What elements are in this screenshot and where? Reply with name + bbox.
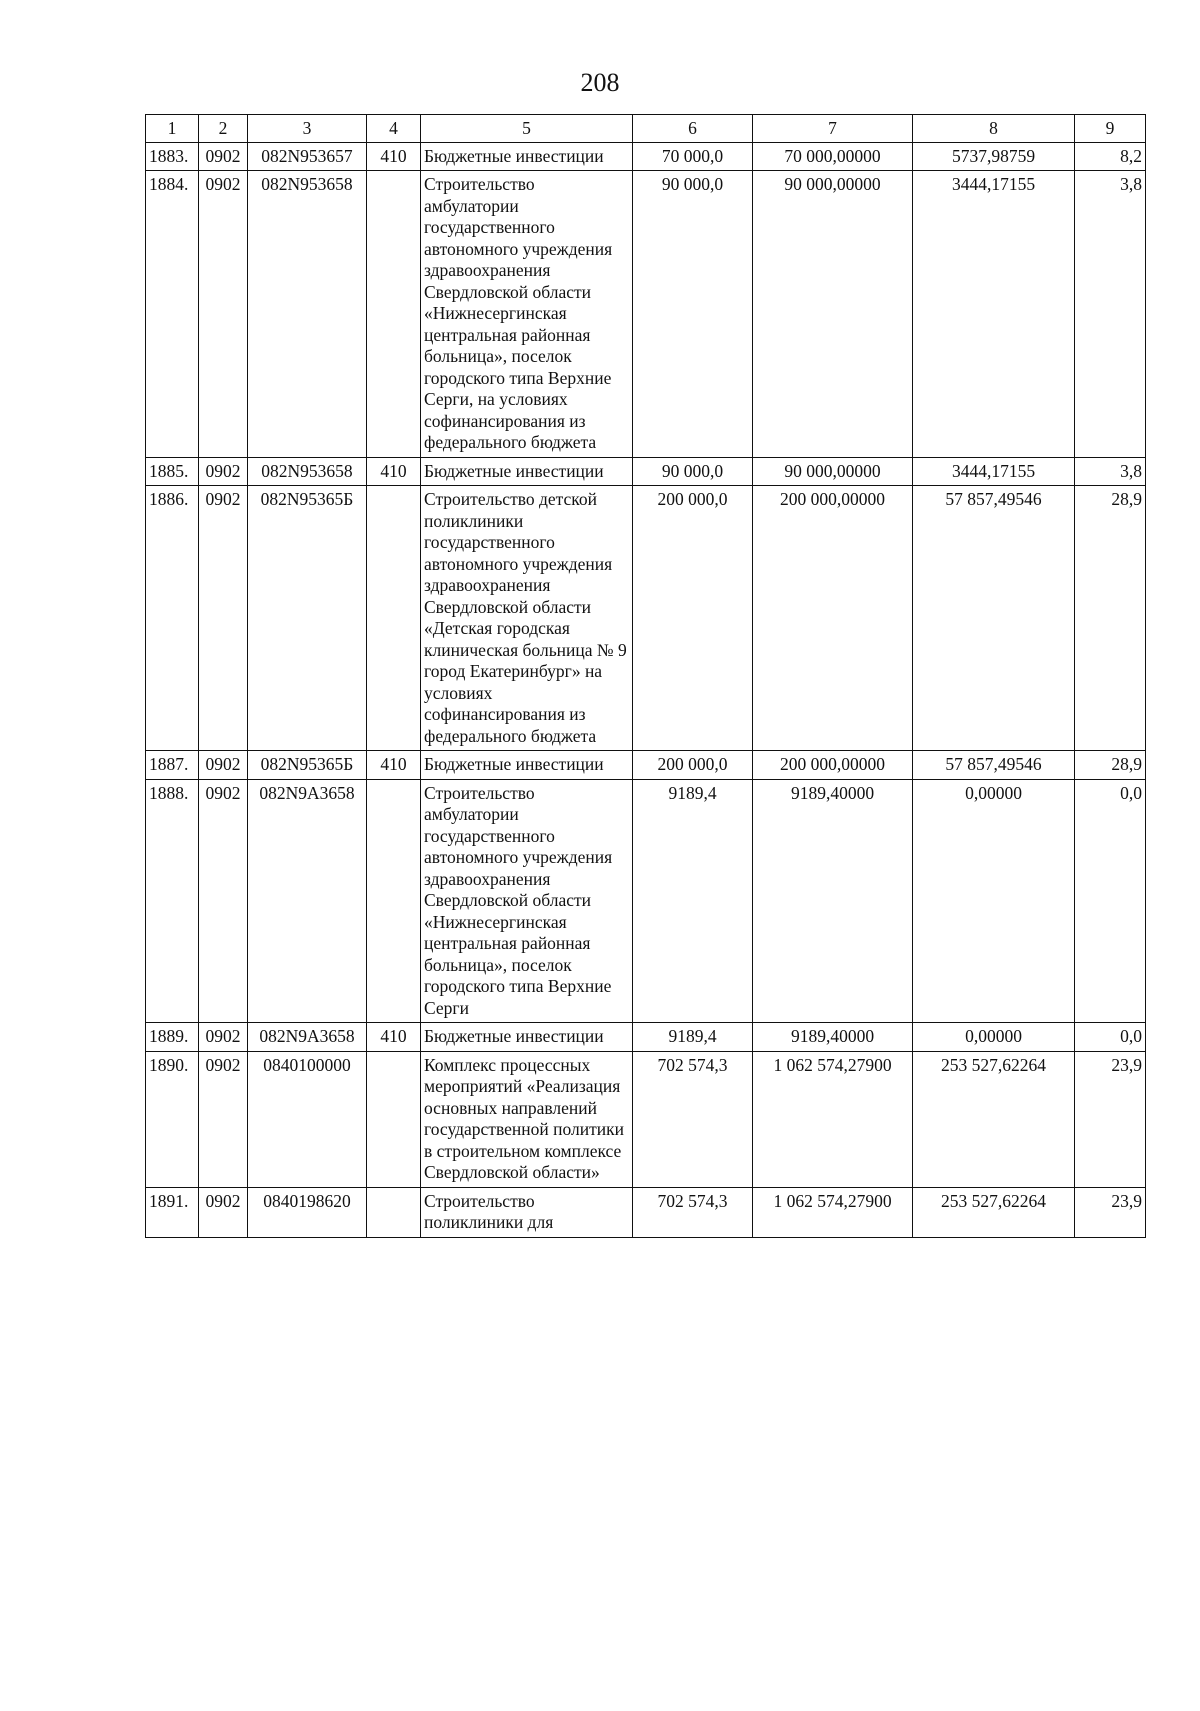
amount-refined: 70 000,00000 <box>753 142 913 171</box>
column-header: 7 <box>753 115 913 143</box>
amount-refined: 9189,40000 <box>753 779 913 1023</box>
column-header: 8 <box>913 115 1075 143</box>
section-code: 0902 <box>199 779 248 1023</box>
row-number: 1890. <box>146 1051 199 1187</box>
target-code: 082N953658 <box>248 171 367 458</box>
percent-executed: 28,9 <box>1075 486 1146 751</box>
item-name: Комплекс процессных мероприятий «Реализация основных направлений государственной политики в строительном комплексе Свердловской области» <box>421 1051 633 1187</box>
amount-refined: 90 000,00000 <box>753 457 913 486</box>
item-name: Бюджетные инвестиции <box>421 142 633 171</box>
section-code: 0902 <box>199 751 248 780</box>
amount-approved: 9189,4 <box>633 1023 753 1052</box>
expense-type: 410 <box>367 142 421 171</box>
table-row <box>146 486 1146 751</box>
percent-executed: 0,0 <box>1075 779 1146 1023</box>
item-name: Строительство амбулатории государственного автономного учреждения здравоохранения Свердловской области «Нижнесергинская центральная районная больница», поселок городского типа Верхние Серги <box>421 779 633 1023</box>
percent-executed: 23,9 <box>1075 1051 1146 1187</box>
table-row <box>146 457 1146 486</box>
expense-type: 410 <box>367 457 421 486</box>
amount-refined: 200 000,00000 <box>753 486 913 751</box>
percent-executed: 0,0 <box>1075 1023 1146 1052</box>
table-row <box>146 142 1146 171</box>
item-name: Бюджетные инвестиции <box>421 1023 633 1052</box>
expense-type <box>367 171 421 458</box>
table-header <box>146 115 1146 143</box>
amount-executed: 5737,98759 <box>913 142 1075 171</box>
item-name: Строительство амбулатории государственного автономного учреждения здравоохранения Свердловской области «Нижнесергинская центральная районная больница», поселок городского типа Верхние Серги, на условиях софинансирования из федерального бюджета <box>421 171 633 458</box>
amount-executed: 57 857,49546 <box>913 486 1075 751</box>
amount-refined: 9189,40000 <box>753 1023 913 1052</box>
page-number: 208 <box>580 68 620 97</box>
amount-approved: 90 000,0 <box>633 171 753 458</box>
percent-executed: 23,9 <box>1075 1187 1146 1237</box>
row-number: 1887. <box>146 751 199 780</box>
amount-refined: 1 062 574,27900 <box>753 1051 913 1187</box>
amount-executed: 0,00000 <box>913 779 1075 1023</box>
amount-executed: 3444,17155 <box>913 457 1075 486</box>
expense-type: 410 <box>367 1023 421 1052</box>
item-name: Строительство детской поликлиники государственного автономного учреждения здравоохранения Свердловской области «Детская городская клиническая больница № 9 город Екатеринбург» на условиях софинансирования из федерального бюджета <box>421 486 633 751</box>
budget-table <box>145 114 1146 1238</box>
amount-approved: 70 000,0 <box>633 142 753 171</box>
section-code: 0902 <box>199 142 248 171</box>
amount-executed: 57 857,49546 <box>913 751 1075 780</box>
expense-type <box>367 779 421 1023</box>
percent-executed: 3,8 <box>1075 171 1146 458</box>
amount-executed: 3444,17155 <box>913 171 1075 458</box>
table-row <box>146 751 1146 780</box>
percent-executed: 28,9 <box>1075 751 1146 780</box>
column-header: 5 <box>421 115 633 143</box>
column-header: 4 <box>367 115 421 143</box>
amount-approved: 200 000,0 <box>633 486 753 751</box>
amount-approved: 9189,4 <box>633 779 753 1023</box>
target-code: 082N953657 <box>248 142 367 171</box>
row-number: 1888. <box>146 779 199 1023</box>
item-name: Бюджетные инвестиции <box>421 751 633 780</box>
table-row <box>146 1023 1146 1052</box>
target-code: 082N953658 <box>248 457 367 486</box>
percent-executed: 8,2 <box>1075 142 1146 171</box>
target-code: 082N9A3658 <box>248 779 367 1023</box>
amount-approved: 702 574,3 <box>633 1187 753 1237</box>
amount-approved: 702 574,3 <box>633 1051 753 1187</box>
target-code: 082N95365Б <box>248 486 367 751</box>
table-body <box>146 142 1146 1237</box>
table-row <box>146 779 1146 1023</box>
header-row <box>146 115 1146 143</box>
item-name: Бюджетные инвестиции <box>421 457 633 486</box>
amount-refined: 90 000,00000 <box>753 171 913 458</box>
amount-refined: 1 062 574,27900 <box>753 1187 913 1237</box>
table-row <box>146 171 1146 458</box>
amount-refined: 200 000,00000 <box>753 751 913 780</box>
row-number: 1889. <box>146 1023 199 1052</box>
target-code: 0840100000 <box>248 1051 367 1187</box>
section-code: 0902 <box>199 1187 248 1237</box>
amount-executed: 253 527,62264 <box>913 1187 1075 1237</box>
amount-approved: 90 000,0 <box>633 457 753 486</box>
column-header: 2 <box>199 115 248 143</box>
target-code: 0840198620 <box>248 1187 367 1237</box>
item-name: Строительство поликлиники для <box>421 1187 633 1237</box>
amount-executed: 253 527,62264 <box>913 1051 1075 1187</box>
section-code: 0902 <box>199 1023 248 1052</box>
section-code: 0902 <box>199 486 248 751</box>
section-code: 0902 <box>199 171 248 458</box>
column-header: 6 <box>633 115 753 143</box>
expense-type <box>367 1187 421 1237</box>
section-code: 0902 <box>199 457 248 486</box>
expense-type <box>367 1051 421 1187</box>
target-code: 082N95365Б <box>248 751 367 780</box>
amount-approved: 200 000,0 <box>633 751 753 780</box>
table-row <box>146 1051 1146 1187</box>
target-code: 082N9A3658 <box>248 1023 367 1052</box>
expense-type: 410 <box>367 751 421 780</box>
row-number: 1884. <box>146 171 199 458</box>
amount-executed: 0,00000 <box>913 1023 1075 1052</box>
percent-executed: 3,8 <box>1075 457 1146 486</box>
row-number: 1886. <box>146 486 199 751</box>
column-header: 1 <box>146 115 199 143</box>
column-header: 9 <box>1075 115 1146 143</box>
row-number: 1885. <box>146 457 199 486</box>
section-code: 0902 <box>199 1051 248 1187</box>
column-header: 3 <box>248 115 367 143</box>
table-row <box>146 1187 1146 1237</box>
row-number: 1883. <box>146 142 199 171</box>
expense-type <box>367 486 421 751</box>
row-number: 1891. <box>146 1187 199 1237</box>
